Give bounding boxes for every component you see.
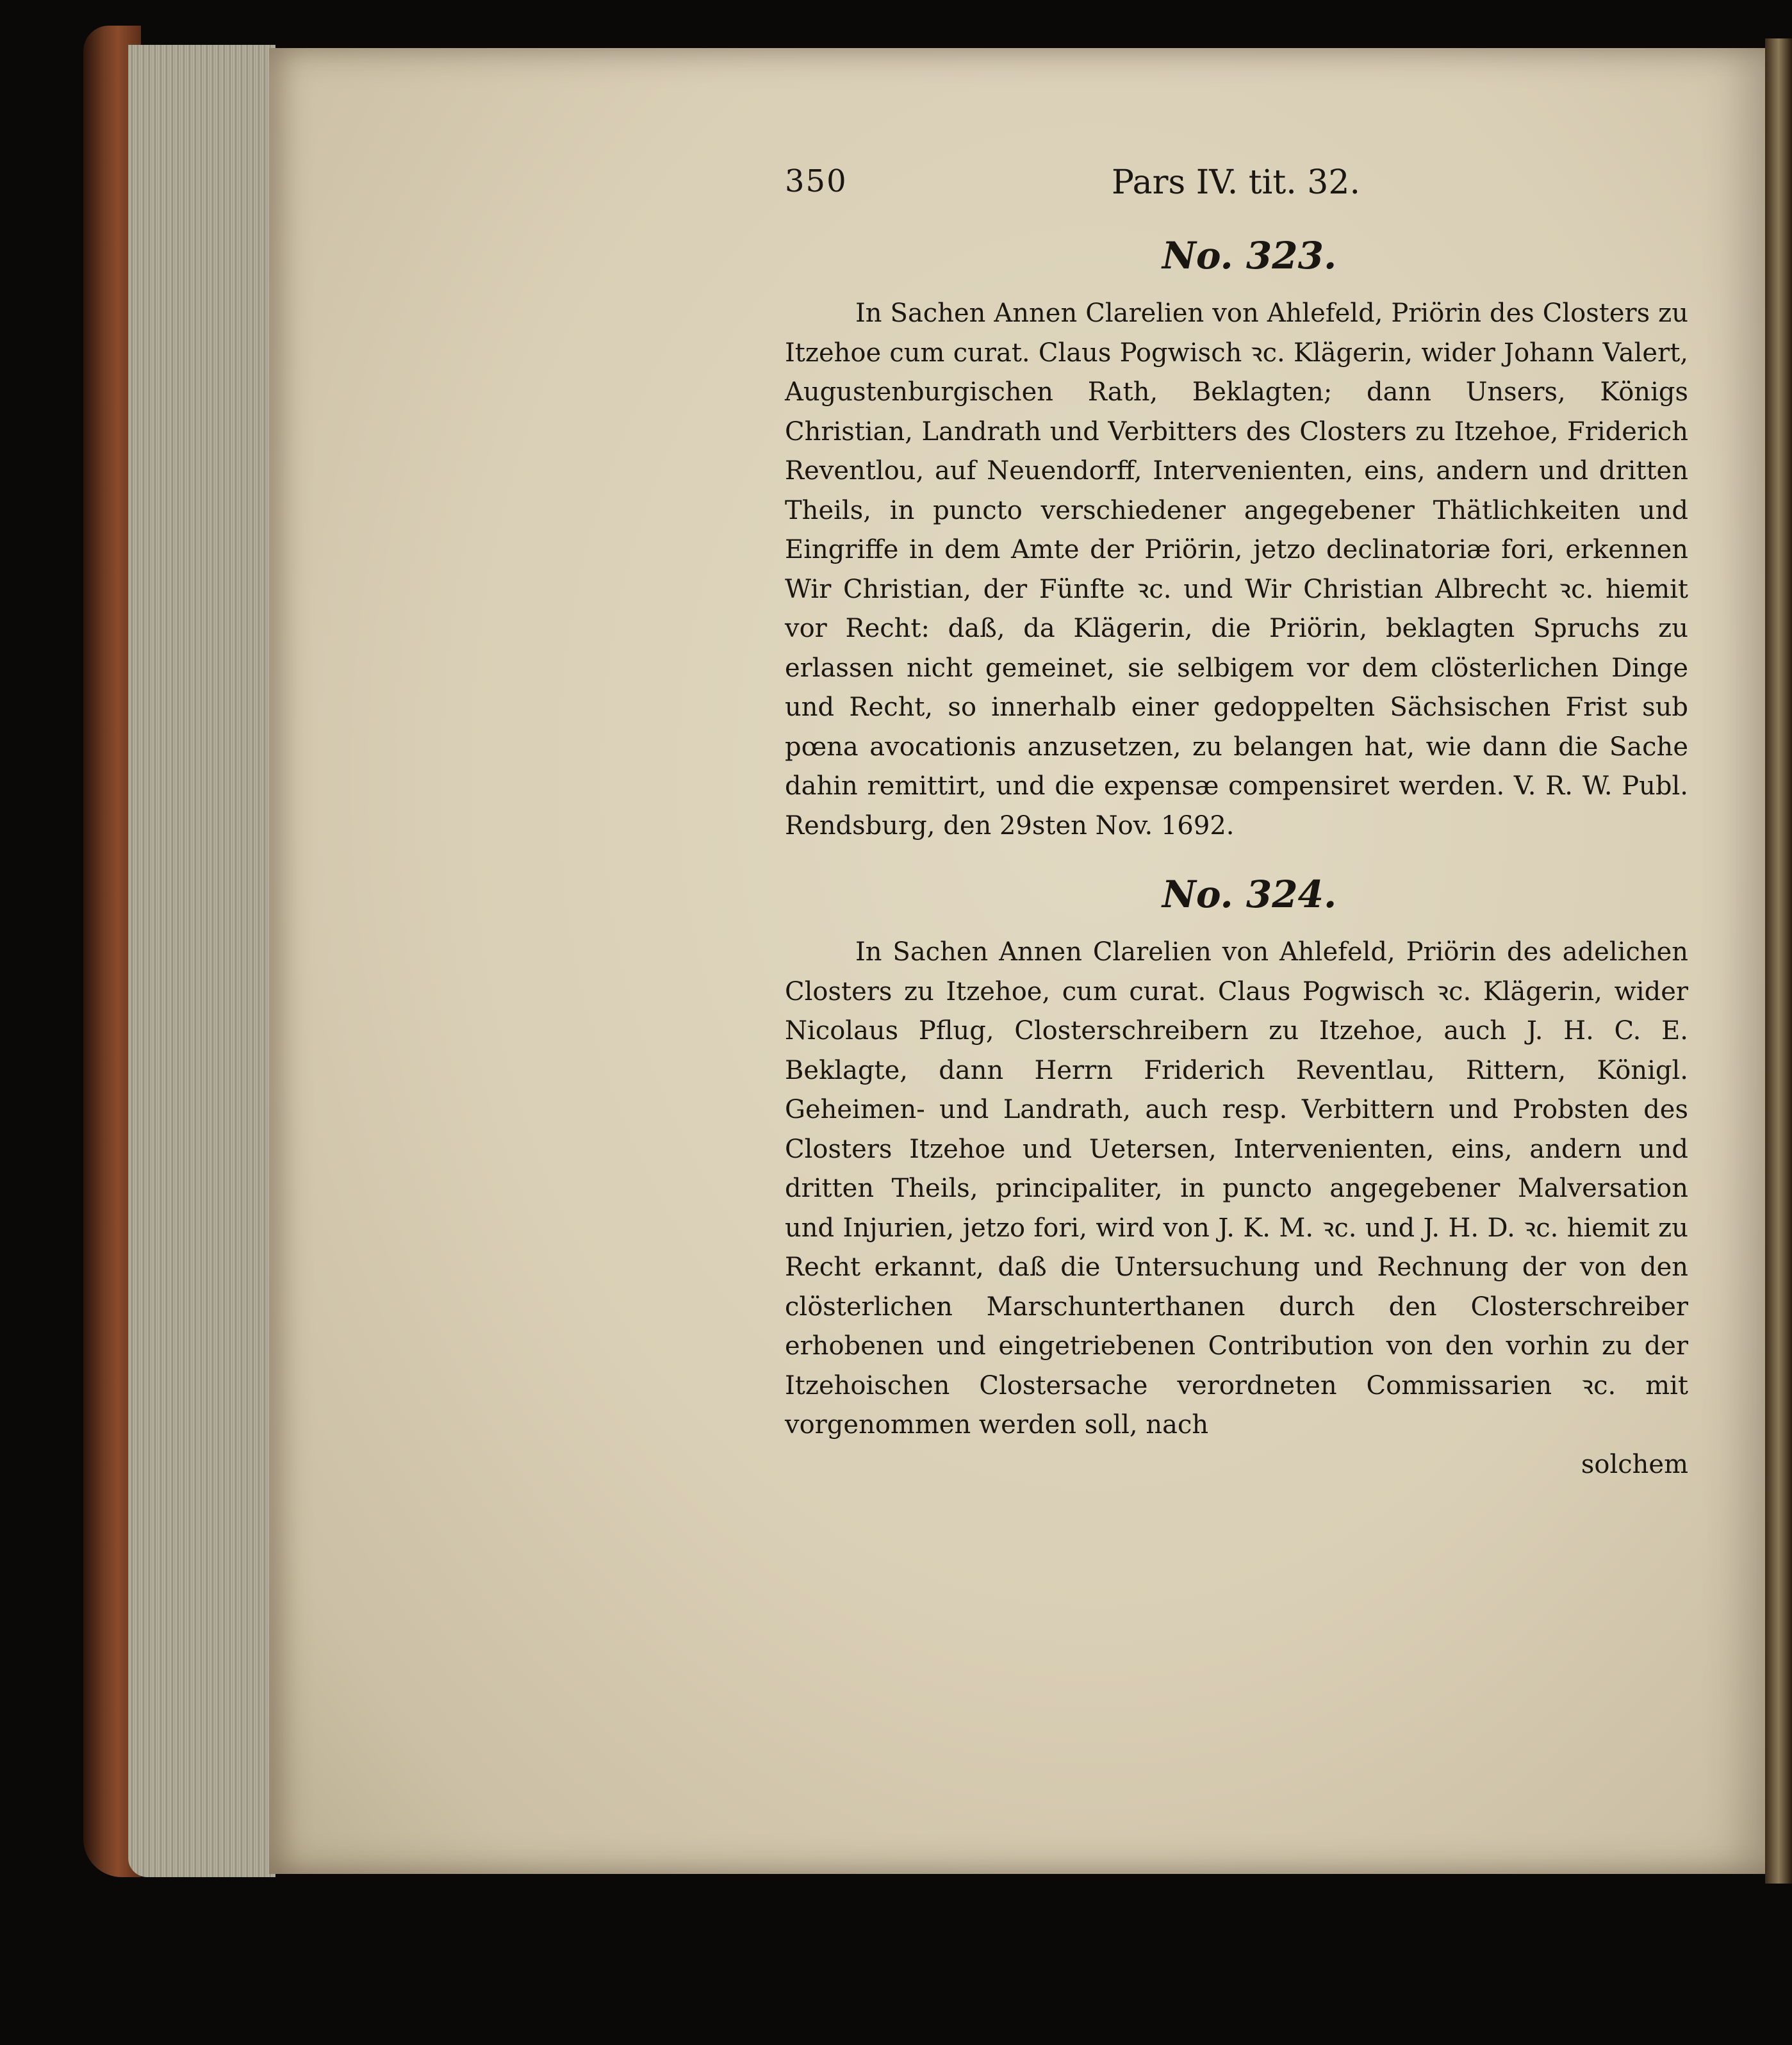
page-edges: [128, 45, 275, 1877]
entry-324: [785, 873, 1688, 1445]
text-block: [785, 163, 1688, 1484]
entry-heading: No. 324.: [1162, 873, 1337, 916]
running-head: [785, 163, 1688, 208]
entry-body: In Sachen Annen Clarelien von Ahlefeld, Priörin des Closters zu Itzehoe cum curat. Claus Pogwisch ꝛc. Klägerin, wider Johann Valert, Augustenburgischen Rath, Beklagten; dann Unsers, Königs Christian, Landrath und Verbitters des Closters zu Itzehoe, Friderich Reventlou, auf Neuendorff, Intervenienten, eins, andern und dritten Theils, in puncto verschiedener angegebener Thätlichkeiten und Eingriffe in dem Amte der Priörin, jetzo declinatoriæ fori, erkennen Wir Christian, der Fünfte ꝛc. und Wir Christian Albrecht ꝛc. hiemit vor Recht: daß, da Klägerin, die Priörin, beklagten Spruchs zu erlassen nicht gemeinet, sie selbigem vor dem clösterlichen Dinge und Recht, so innerhalb einer gedoppelten Sächsischen Frist sub pœna avocationis anzusetzen, zu belangen hat, wie dann die Sache dahin remittirt, und die expensæ compensiret werden. V. R. W. Publ. Rendsburg, den 29sten Nov. 1692.: [785, 299, 1688, 841]
running-title: Pars IV. tit. 32.: [1112, 163, 1360, 202]
entry-heading: No. 323.: [1162, 234, 1337, 277]
catchword: solchem: [1581, 1449, 1688, 1479]
entry-body: In Sachen Annen Clarelien von Ahlefeld, Priörin des adelichen Closters zu Itzehoe, cum curat. Claus Pogwisch ꝛc. Klägerin, wider Nicolaus Pflug, Closterschreibern zu Itzehoe, auch J. H. C. E. Beklagte, dann Herrn Friderich Reventlau, Rittern, Königl. Geheimen- und Landrath, auch resp. Verbittern und Probsten des Closters Itzehoe und Uetersen, Intervenienten, eins, andern und dritten Theils, principaliter, in puncto angegebener Malversation und Injurien, jetzo fori, wird von J. K. M. ꝛc. und J. H. D. ꝛc. hiemit zu Recht erkannt, daß die Untersuchung und Rechnung der von den clösterlichen Marschunterthanen durch den Closterschreiber erhobenen und eingetriebenen Contribution von den vorhin zu der Itzehoischen Clostersache verordneten Commissarien ꝛc. mit vorgenommen werden soll, nach: [785, 937, 1688, 1440]
page-number: 350: [785, 163, 848, 199]
facing-page-gutter: [1765, 38, 1792, 1884]
entry-323: [785, 234, 1688, 846]
